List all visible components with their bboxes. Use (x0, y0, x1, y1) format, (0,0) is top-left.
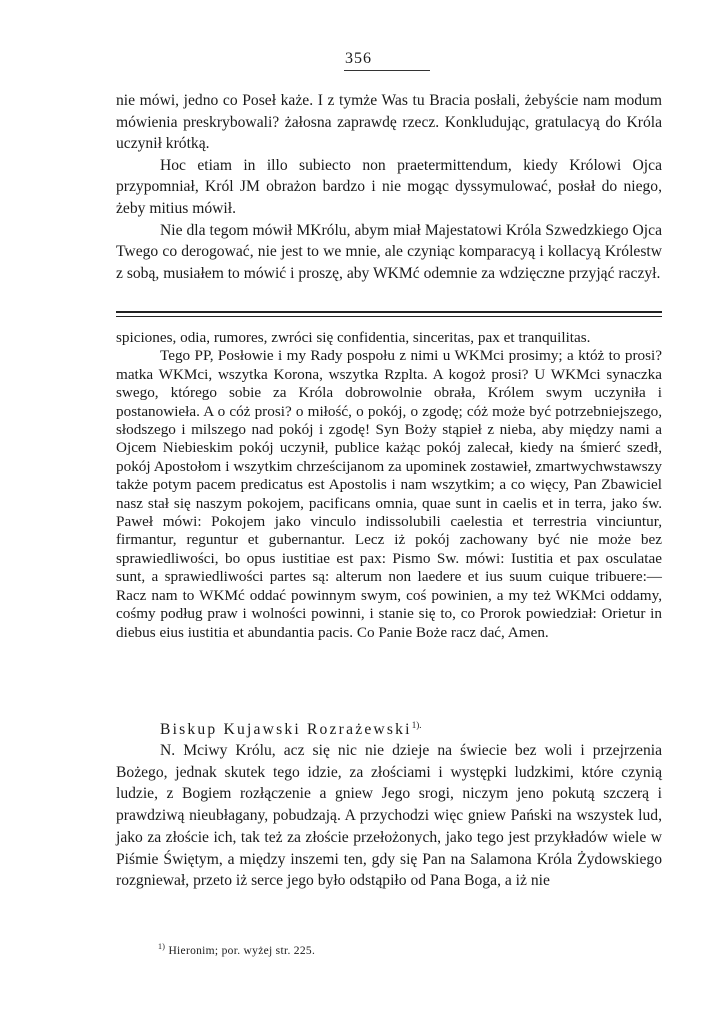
paragraph: spiciones, odia, rumores, zwróci się confidentia, sinceritas, pax et tranquilitas. (116, 329, 591, 346)
page-number: 356 (345, 50, 372, 67)
paragraph: N. Mciwy Królu, acz się nic nie dzieje na świecie bez woli i przejrzenia Bożego, jednak skutek tego idzie, za złościami i występki ludzkimi, które czynią ludzie, z Bogiem rozłączenie a gniew Jego srogi, niczym jeno pokutą szczerą i prawdziwą nieubłagany, pobudzają. A przychodzi więc gniew Pański na wszystek lud, jako za złoście ich, tak też za złoście przełożonych, jako tego jest przykładów wiele w Piśmie Świętym, a między inszemi ten, gdy się Pan na Salamona Króla Żydowskiego rozgniewał, przeto iż serce jego było odstąpiło od Pana Boga, a iż nie (116, 742, 662, 890)
footnote (158, 942, 315, 957)
footnote-reference: 1). (411, 720, 422, 730)
footnote-text: Hieronim; por. wyżej str. 225. (168, 944, 316, 957)
section-divider-thin (116, 316, 662, 317)
speaker-heading (160, 720, 421, 739)
paragraph: Nie dla tegom mówił MKrólu, abym miał Majestatowi Króla Szwedzkiego Ojca Twego co derogować, nie jest to we mnie, ale czyniąc komparacyą i kollacyą Królestw z sobą, musiałem to mówić i proszę, aby WKMć odemnie za wdzięczne przyjąć raczył. (116, 221, 662, 282)
main-text-upper (116, 90, 662, 284)
section-divider-thick (116, 311, 662, 313)
paragraph: Hoc etiam in illo subiecto non praetermittendum, kiedy Królowi Ojca przypomniał, Król JM obrażon bardzo i nie mogąc dyssymulować, posłał do niego, żeby mitius mówił. (116, 156, 662, 217)
variant-text-block (116, 329, 662, 642)
paragraph: nie mówi, jedno co Poseł każe. I z tymże Was tu Bracia posłali, żebyście nam modum mówienia preskrybowali? żałosna zaprawdę rzecz. Konkludując, gratulacyą do Króla uczynił krótką. (116, 92, 662, 153)
footnote-mark: 1) (158, 942, 166, 951)
speech-text (116, 740, 662, 892)
speaker-name: Biskup Kujawski Rozrażewski (160, 721, 412, 739)
page-number-underline (344, 70, 430, 71)
paragraph: Tego PP, Posłowie i my Rady pospołu z nimi u WKMci prosimy; a któż to prosi? matka WKMci, wszytka Korona, wszytka Rzplta. A kogoż prosi? U WKMci synaczka swego, którego sobie za Króla dobrowolnie obrała, Królem swym uczyniła i postanowieła. A o cóż prosi? o miłość, o pokój, o zgodę; cóż może być potrzebniejszego, słodszego i milszego nad pokój i zgodę! Syn Boży stąpieł z nieba, aby między nami a Ojcem Niebieskim pokój uczynił, publice każąc pokój zalecał, kiedy na śmierć szedł, pokój Apostołom i wszytkim chrześcijanom za upominek zostawieł, zmartwychwstawszy także potym pacem predicatus est Apostolis i nam wszytkim; a co więcy, Pan Zbawiciel nasz stał się naszym pokojem, pacificans omnia, quae sunt in caelis et in terra, jako św. Paweł mówi: Pokojem jako vinculo indissolubili caelestia et terrestria vinciuntur, firmantur, reguntur et gubernantur. Lecz iż pokój zachowany być nie może bez sprawiedliwości, bo opus iustitiae est pax: Pismo Sw. mówi: Iustitia et pax osculatae sunt, a sprawiedliwości partes są: alterum non laedere et ius suum cuique tribuere:— Racz nam to WKMć oddać powinnym swym, coś powinien, a my też WKMci oddamy, cośmy podług praw i wolności powinni, i stanie się to, co Prorok powiedział: Orietur in diebus eius iustitia et abundantia pacis. Co Panie Boże racz dać, Amen. (116, 347, 662, 641)
